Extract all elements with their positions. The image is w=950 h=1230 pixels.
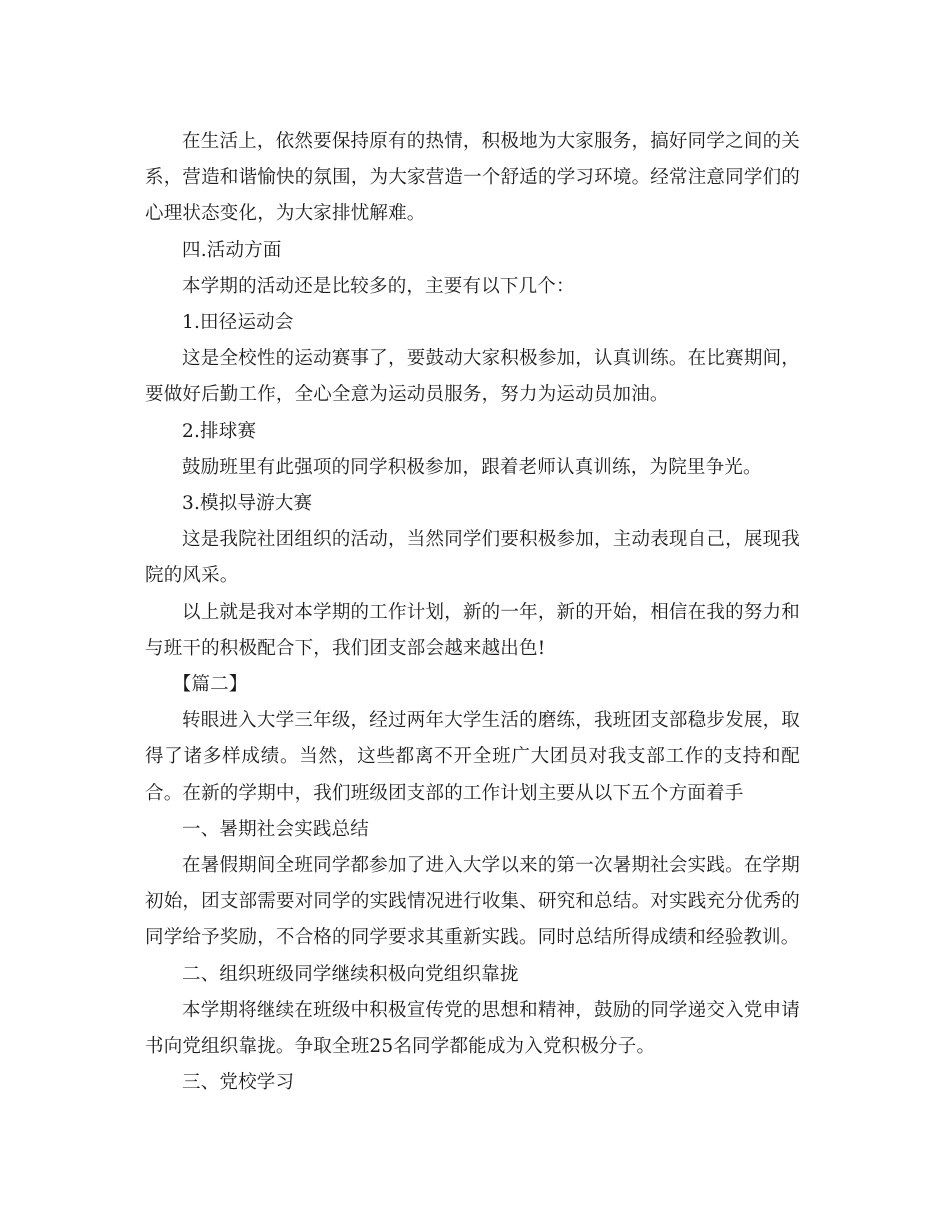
section-heading-party-organization: 二、组织班级同学继续积极向党组织靠拢 bbox=[182, 963, 519, 985]
paragraph-conclusion: 以上就是我对本学期的工作计划，新的一年，新的开始，相信在我的努力和与班干的积极配合下，我们团支部会越来越出色! bbox=[145, 601, 800, 659]
item-heading-tour-guide-contest: 3.模拟导游大赛 bbox=[182, 493, 313, 515]
part-two-title: 【篇二】 bbox=[172, 674, 248, 696]
paragraph-track-meet: 这是全校性的运动赛事了，要鼓动大家积极参加，认真训练。在比赛期间，要做好后勤工作，全心全意为运动员服务，努力为运动员加油。 bbox=[145, 348, 800, 406]
paragraph-volleyball: 鼓励班里有此强项的同学积极参加，跟着老师认真训练，为院里争光。 bbox=[182, 456, 762, 478]
paragraph-summer-practice: 在暑假期间全班同学都参加了进入大学以来的第一次暑期社会实践。在学期初始，团支部需要对同学的实践情况进行收集、研究和总结。对实践充分优秀的同学给予奖励，不合格的同学要求其重新实践。同时总结所得成绩和经验教训。 bbox=[145, 855, 800, 949]
section-heading-party-school: 三、党校学习 bbox=[182, 1072, 295, 1094]
paragraph-part-two-intro: 转眼进入大学三年级，经过两年大学生活的磨练，我班团支部稳步发展，取得了诸多样成绩。当然，这些都离不开全班广大团员对我支部工作的支持和配合。在新的学期中，我们班级团支部的工作计划主要从以下五个方面着手 bbox=[145, 710, 800, 804]
paragraph-activities-intro: 本学期的活动还是比较多的，主要有以下几个： bbox=[182, 275, 575, 297]
paragraph-party-organization: 本学期将继续在班级中积极宣传党的思想和精神，鼓励的同学递交入党申请书向党组织靠拢。争取全班25名同学都能成为入党积极分子。 bbox=[145, 999, 800, 1058]
section-heading-summer-practice: 一、暑期社会实践总结 bbox=[182, 818, 370, 840]
paragraph-life: 在生活上，依然要保持原有的热情，积极地为大家服务，搞好同学之间的关系，营造和谐愉快的氛围，为大家营造一个舒适的学习环境。经常注意同学们的心理状态变化，为大家排忧解难。 bbox=[145, 131, 800, 225]
item-heading-track-meet: 1.田径运动会 bbox=[182, 312, 294, 334]
paragraph-tour-guide-contest: 这是我院社团组织的活动，当然同学们要积极参加，主动表现自己，展现我院的风采。 bbox=[145, 529, 800, 587]
document-body bbox=[145, 124, 800, 1101]
section-heading-activities: 四.活动方面 bbox=[182, 239, 282, 261]
item-heading-volleyball: 2.排球赛 bbox=[182, 420, 257, 442]
